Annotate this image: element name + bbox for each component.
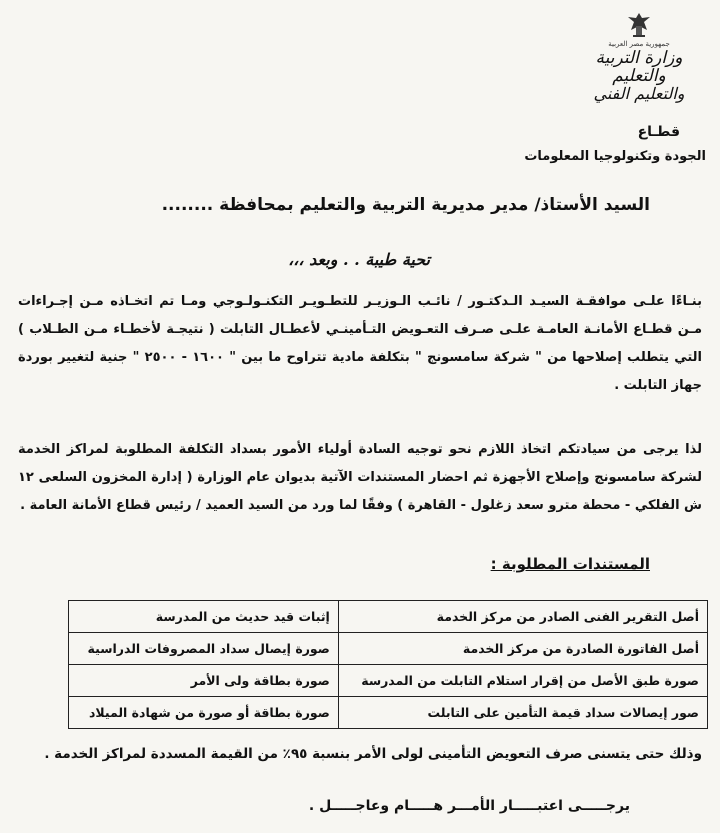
documents-title: المستندات المطلوبة : — [490, 555, 650, 573]
final-line: يرجـــــى اعتبـــــار الأمـــر هـــــام وعاجـــــل . — [308, 798, 630, 814]
table-cell: إثبات قيد حديث من المدرسة — [69, 601, 339, 633]
table-row — [69, 633, 708, 665]
table-row — [69, 601, 708, 633]
sector-name: الجودة وتكنولوجيا المعلومات — [524, 149, 706, 164]
paragraph-request: لذا يرجى من سيادتكم اتخاذ اللازم نحو توجيه السادة أولياء الأمور بسداد التكلفة المطلوبة لمراكز الخدمة لشركة سامسونج وإصلاح الأجهزة ثم احضار المستندات الآتية بديوان عام الوزارة ( إدارة المخزون السلعى ١٢ ش الفلكي - محطة مترو سعد زغلول - القاهرة ) وفقًا لما ورد من السيد العميد / رئيس قطاع الأمانة العامة . — [18, 442, 702, 513]
documents-table — [68, 600, 708, 729]
paragraph-intro: بنـاءًا علـى موافقـة السيـد الـدكتـور / نائـب الـوزيـر للتطـويـر التكنـولـوجي ومـا تم اتخـاذه مـن إجـراءات مـن قطـاع الأمانـة العامـة علـى صـرف التعـويض التـأمينـي لأعطـال التابلت ( نتيجـة لأخطـاء مـن الطـلاب ) التي يتطلب إصلاحها من " شركة سامسونج " بتكلفة مادية تتراوح ما بين " ١٦٠٠ - ٢٥٠٠ " جنية لتغيير بوردة جهاز التابلت . — [18, 294, 702, 393]
ministry-logo — [580, 10, 698, 120]
closing-sentence: وذلك حتى يتسنى صرف التعويض التأمينى لولى الأمر بنسبة ٩٥٪ من القيمة المسددة لمراكز الخدمة . — [44, 746, 702, 762]
addressee: السيد الأستاذ/ مدير مديرية التربية والتعليم بمحافظة ........ — [161, 195, 650, 215]
greeting: تحية طيبة . . وبعد ،،، — [288, 250, 430, 269]
table-cell: صورة بطاقة أو صورة من شهادة الميلاد — [69, 697, 339, 729]
table-row — [69, 665, 708, 697]
emblem-caption: جمهورية مصر العربية — [608, 40, 670, 48]
ministry-name: وزارة التربية والتعليم — [595, 48, 683, 87]
table-row — [69, 697, 708, 729]
table-cell: صورة إيصال سداد المصروفات الدراسية — [69, 633, 339, 665]
eagle-emblem-icon — [624, 10, 654, 40]
sector-label: قطـاع — [637, 124, 680, 140]
table-cell: صورة بطاقة ولى الأمر — [69, 665, 339, 697]
table-cell: صور إيصالات سداد قيمة التأمين على التابلت — [338, 697, 707, 729]
ministry-subname: والتعليم الفني — [593, 84, 685, 104]
table-cell: صورة طبق الأصل من إقرار استلام التابلت من المدرسة — [338, 665, 707, 697]
table-cell: أصل الفاتورة الصادرة من مركز الخدمة — [338, 633, 707, 665]
table-cell: أصل التقرير الفنى الصادر من مركز الخدمة — [338, 601, 707, 633]
